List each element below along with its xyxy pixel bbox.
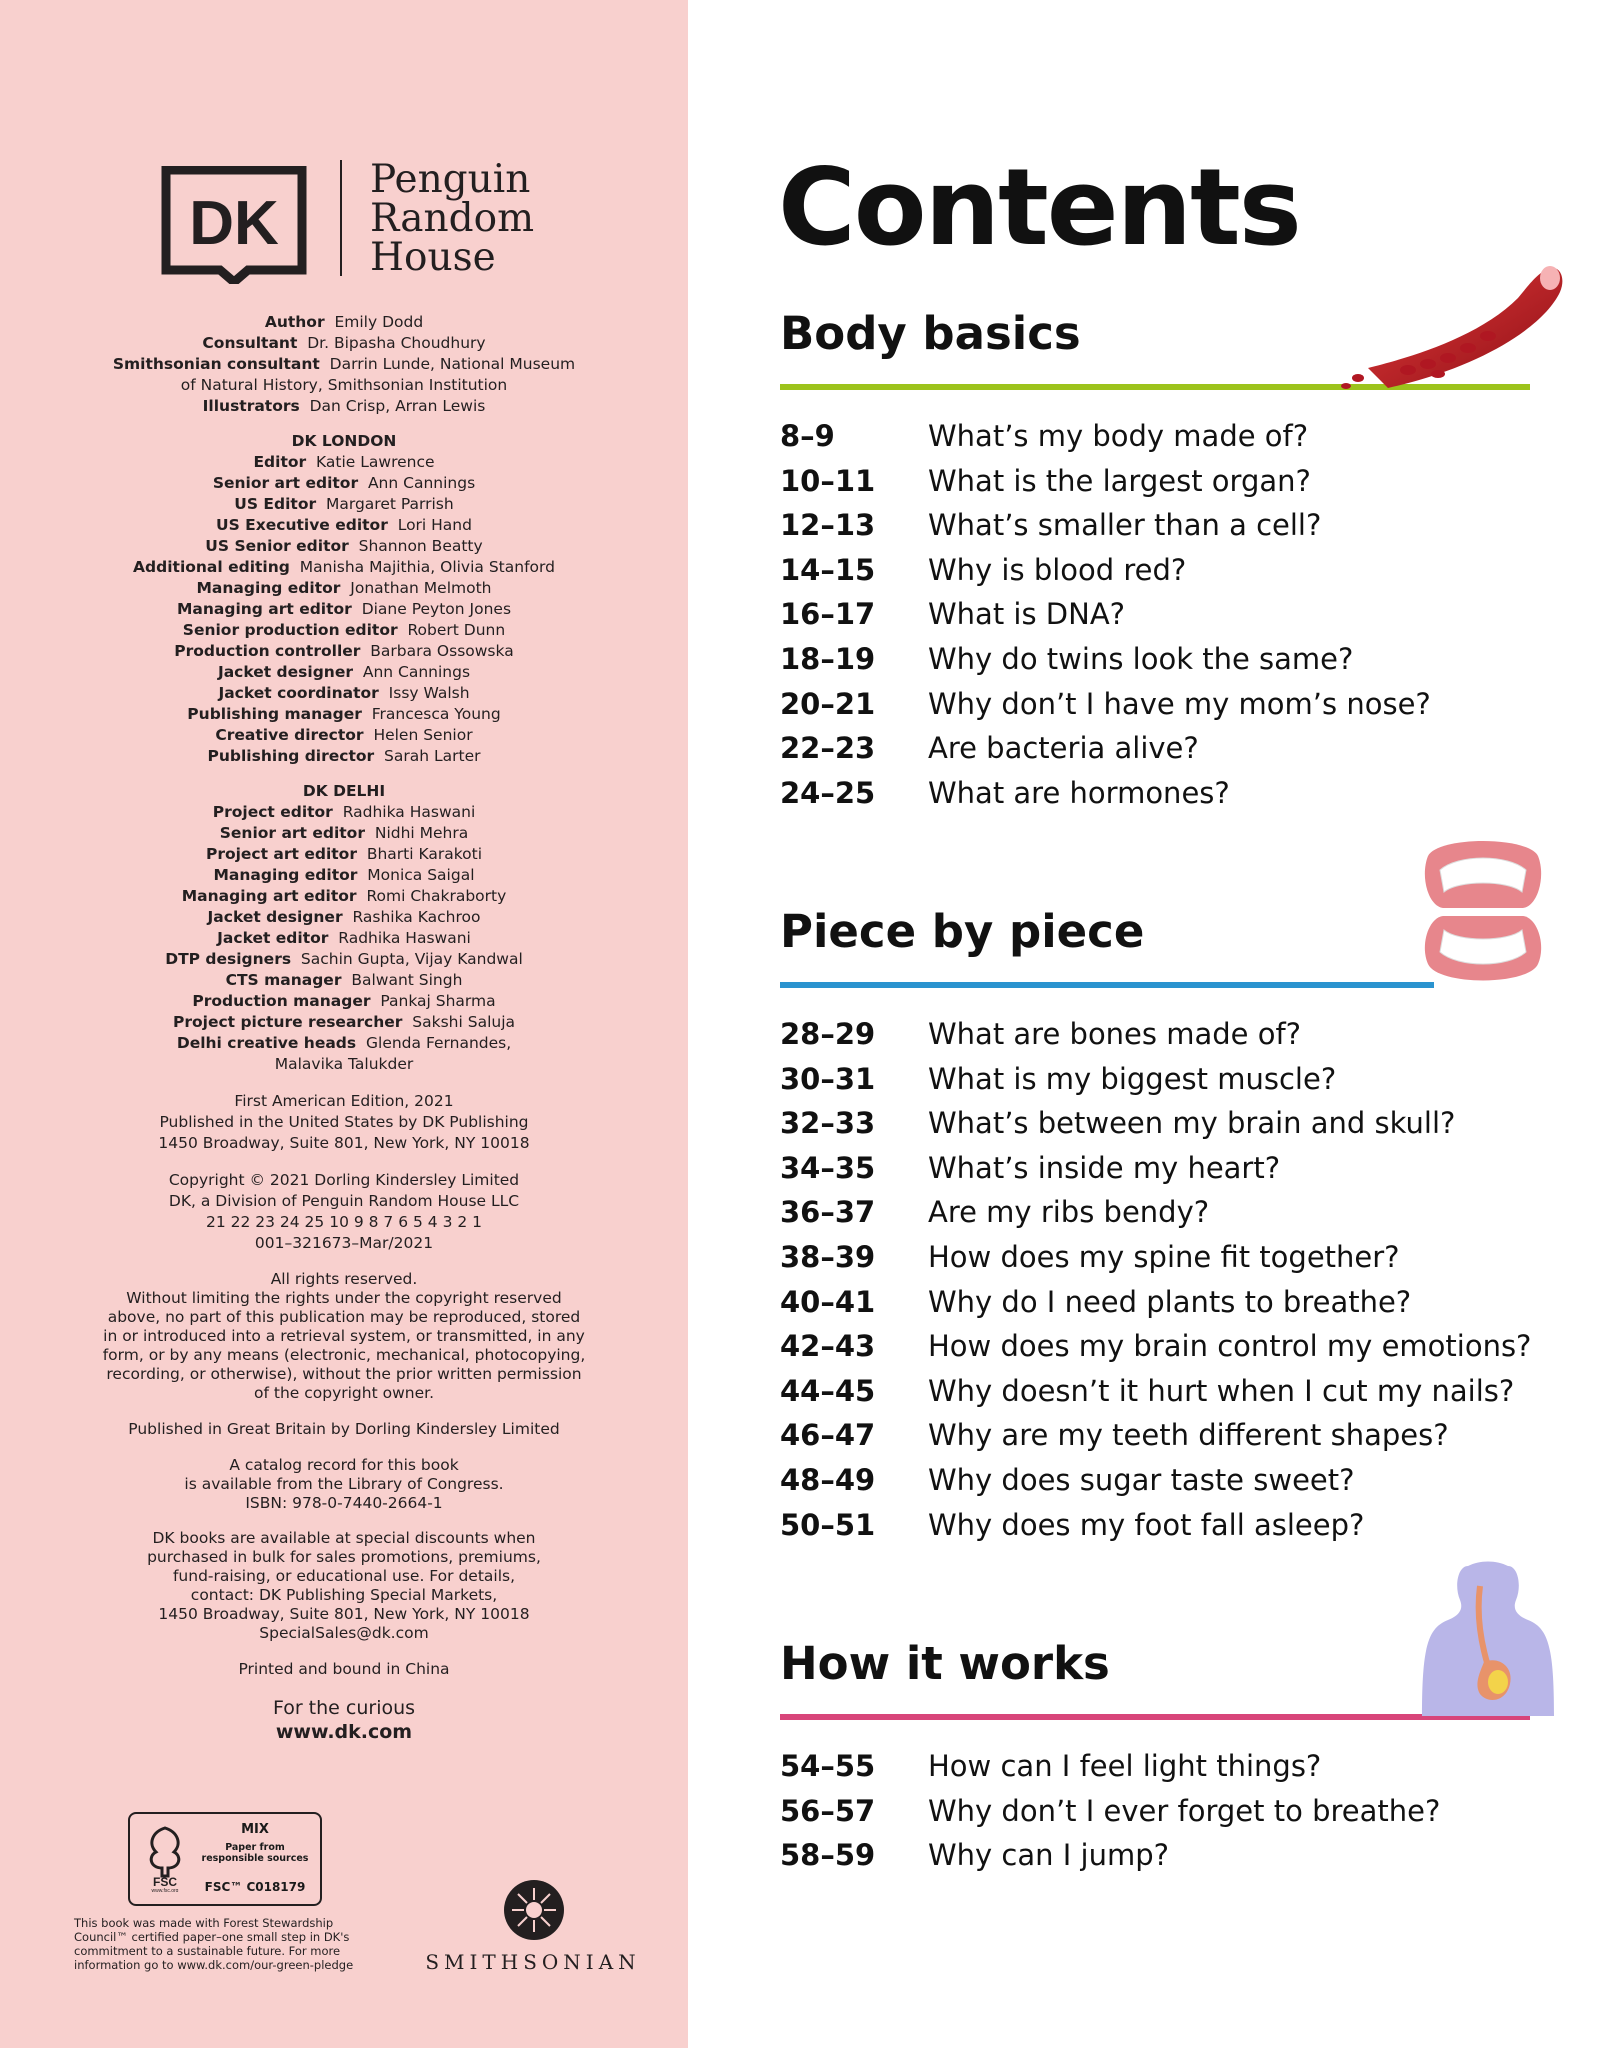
credit-row	[40, 599, 648, 620]
text-line: Copyright © 2021 Dorling Kindersley Limited	[168, 1171, 520, 1189]
credit-name: Helen Senior	[373, 726, 473, 744]
toc-page-range: 12–13	[780, 508, 876, 543]
credit-row	[40, 802, 648, 823]
credit-name: Monica Saigal	[367, 866, 475, 884]
text-line: SpecialSales@dk.com	[259, 1624, 429, 1642]
credit-row	[40, 1054, 648, 1075]
text-line: purchased in bulk for sales promotions, premiums,	[147, 1548, 541, 1566]
credit-name: Emily Dodd	[334, 313, 424, 331]
credit-name: Katie Lawrence	[316, 453, 435, 471]
credit-role: Production manager	[192, 992, 371, 1010]
fsc-source-text	[200, 1842, 310, 1864]
fsc-note	[74, 1916, 374, 1972]
credit-role: Managing editor	[213, 866, 358, 884]
credit-name: Sakshi Saluja	[412, 1013, 516, 1031]
toc-page-range: 42–43	[780, 1329, 876, 1364]
toc-entry-title: What are bones made of?	[928, 1017, 1302, 1051]
credit-name: Nidhi Mehra	[374, 824, 469, 842]
toc-page-range: 48–49	[780, 1462, 876, 1497]
credit-role: US Senior editor	[205, 537, 349, 555]
toc-entry-title: What’s my body made of?	[928, 419, 1309, 453]
credit-name: Rashika Kachroo	[352, 908, 481, 926]
text-line: contact: DK Publishing Special Markets,	[190, 1586, 498, 1604]
dk-london-heading: DK LONDON	[291, 432, 397, 450]
credit-role: Additional editing	[133, 558, 290, 576]
credit-name: Dan Crisp, Arran Lewis	[309, 397, 486, 415]
text-line: 21 22 23 24 25 10 9 8 7 6 5 4 3 2 1	[205, 1213, 483, 1231]
credit-role: Senior art editor	[219, 824, 365, 842]
penguin-random-house-wordmark	[370, 157, 535, 280]
credit-row	[40, 970, 648, 991]
smithsonian-sun-icon	[502, 1878, 566, 1942]
credit-name: Balwant Singh	[351, 971, 463, 989]
fsc-badge	[128, 1812, 322, 1906]
catalog-record	[40, 1456, 648, 1513]
credit-role: Managing art editor	[181, 887, 357, 905]
text-line: A catalog record for this book	[229, 1456, 459, 1474]
credit-name: Bharti Karakoti	[366, 845, 483, 863]
tagline-block	[40, 1696, 648, 1744]
gb-publisher-line: Published in Great Britain by Dorling Kindersley Limited	[128, 1420, 560, 1438]
credit-role: Consultant	[202, 334, 298, 352]
toc-entry	[780, 1190, 1560, 1235]
credit-name: Shannon Beatty	[358, 537, 483, 555]
toc-entry-title: What is DNA?	[928, 597, 1126, 632]
credit-name: Ann Cannings	[362, 663, 471, 681]
credit-role: Jacket editor	[217, 929, 329, 947]
section-title-how-it-works: How it works	[780, 1637, 1110, 1690]
text-line: Council™ certified paper–one small step in DK's	[74, 1930, 350, 1944]
credit-role: Author	[264, 313, 325, 331]
toc-list-body-basics	[780, 414, 1560, 815]
credits-block	[40, 312, 648, 1744]
fsc-code: FSC™ C018179	[204, 1880, 306, 1894]
digestive-system-illustration	[1418, 1556, 1558, 1716]
page-title: Contents	[778, 146, 1300, 269]
fsc-mix-label: MIX	[241, 1822, 269, 1837]
text-line: fund-raising, or educational use. For details,	[172, 1567, 516, 1585]
smithsonian-wordmark: SMITHSONIAN	[425, 1950, 641, 1974]
text-line: All rights reserved.	[270, 1270, 418, 1288]
credit-name: Sarah Larter	[384, 747, 481, 765]
credit-row	[40, 991, 648, 1012]
credit-row	[40, 536, 648, 557]
copyright-info	[40, 1170, 648, 1254]
text-line: ISBN: 978-0-7440-2664-1	[245, 1494, 443, 1512]
credit-name: Manisha Majithia, Olivia Stanford	[299, 558, 555, 576]
text-line: of the copyright owner.	[254, 1384, 434, 1402]
text-line: DK, a Division of Penguin Random House LLC	[168, 1192, 520, 1210]
dk-book-icon	[160, 166, 308, 284]
text-line: information go to www.dk.com/our-green-pledge	[74, 1958, 354, 1972]
toc-entry	[780, 1789, 1560, 1834]
text-line: commitment to a sustainable future. For more	[74, 1944, 341, 1958]
toc-page-range: 32–33	[780, 1106, 876, 1141]
credit-role: Creative director	[215, 726, 364, 744]
toc-page-range: 24–25	[780, 775, 876, 810]
credit-role: Publishing manager	[187, 705, 362, 723]
blood-vessel-illustration	[1328, 258, 1568, 398]
credit-row	[40, 333, 648, 354]
credit-row	[40, 823, 648, 844]
toc-page-range: 18–19	[780, 641, 876, 676]
fsc-source-line: Paper from	[225, 1842, 285, 1853]
toc-page-range: 22–23	[780, 731, 876, 766]
text-line: This book was made with Forest Stewardship	[74, 1916, 334, 1930]
text-line: DK books are available at special discounts when	[152, 1529, 536, 1547]
credit-role: Jacket designer	[217, 663, 353, 681]
text-line: 1450 Broadway, Suite 801, New York, NY 10018	[158, 1605, 530, 1623]
toc-entry	[780, 1744, 1560, 1789]
toc-entry-title: What’s between my brain and skull?	[928, 1106, 1456, 1141]
toc-entry	[780, 1012, 1560, 1057]
text-line: above, no part of this publication may be reproduced, stored	[107, 1308, 581, 1326]
credit-row	[40, 452, 648, 473]
toc-entry-title: Are my ribs bendy?	[928, 1195, 1210, 1230]
credit-row	[40, 641, 648, 662]
toc-page-range: 10–11	[780, 463, 876, 498]
credit-row	[40, 746, 648, 767]
credit-role: Managing art editor	[176, 600, 352, 618]
credit-name: Romi Chakraborty	[366, 887, 507, 905]
toc-entry	[780, 592, 1560, 637]
toc-page-range: 44–45	[780, 1373, 876, 1408]
toc-entry-title: What is my biggest muscle?	[928, 1061, 1337, 1096]
credit-name: Barbara Ossowska	[370, 642, 514, 660]
credit-row	[40, 312, 648, 333]
credit-name: Francesca Young	[371, 705, 501, 723]
credit-name: Sachin Gupta, Vijay Kandwal	[300, 950, 523, 968]
credit-role: Smithsonian consultant	[112, 355, 320, 373]
credit-role: US Executive editor	[216, 516, 388, 534]
text-line: is available from the Library of Congress.	[184, 1475, 504, 1493]
edition-info	[40, 1091, 648, 1154]
credit-role: Senior art editor	[212, 474, 359, 492]
credit-row	[40, 473, 648, 494]
toc-page-range: 56–57	[780, 1793, 876, 1828]
credit-name: Jonathan Melmoth	[350, 579, 492, 597]
credit-name: Ann Cannings	[367, 474, 476, 492]
toc-entry	[780, 1146, 1560, 1191]
credit-role: Illustrators	[202, 397, 300, 415]
credit-role: CTS manager	[225, 971, 342, 989]
credit-name: Margaret Parrish	[326, 495, 454, 513]
toc-entry-title: How does my spine fit together?	[928, 1239, 1400, 1274]
toc-entry-title: What is the largest organ?	[928, 463, 1311, 498]
text-line: 1450 Broadway, Suite 801, New York, NY 10018	[158, 1134, 530, 1152]
credits-dk-london	[40, 452, 648, 767]
toc-page-range: 28–29	[780, 1017, 876, 1051]
text-line: form, or by any means (electronic, mechanical, photocopying,	[102, 1346, 586, 1364]
teeth-illustration	[1418, 836, 1548, 986]
toc-entry-title: Why doesn’t it hurt when I cut my nails?	[928, 1373, 1515, 1408]
credit-role: Jacket designer	[207, 908, 343, 926]
toc-page-range: 38–39	[780, 1239, 876, 1274]
website: www.dk.com	[275, 1721, 413, 1743]
toc-entry	[780, 1369, 1560, 1414]
credit-row	[40, 494, 648, 515]
toc-entry	[780, 1235, 1560, 1280]
toc-page-range: 20–21	[780, 686, 876, 721]
toc-page-range: 34–35	[780, 1150, 876, 1185]
credit-row	[40, 578, 648, 599]
toc-entry-title: How can I feel light things?	[928, 1749, 1322, 1783]
toc-entry	[780, 637, 1560, 682]
text-line: Without limiting the rights under the copyright reserved	[126, 1289, 562, 1307]
toc-entry	[780, 1503, 1560, 1548]
credits-dk-delhi	[40, 802, 648, 1075]
credit-row	[40, 557, 648, 578]
toc-entry-title: Why does sugar taste sweet?	[928, 1462, 1355, 1497]
printed-in-line: Printed and bound in China	[238, 1660, 450, 1678]
toc-entry	[780, 726, 1560, 771]
toc-page-range: 8–9	[780, 419, 835, 453]
credit-row	[40, 725, 648, 746]
credit-role: DTP designers	[165, 950, 292, 968]
text-line: 001–321673–Mar/2021	[254, 1234, 434, 1252]
credit-role: Project art editor	[205, 845, 357, 863]
credit-role: Senior production editor	[182, 621, 398, 639]
credit-name: Darrin Lunde, National Museum	[329, 355, 576, 373]
text-line: First American Edition, 2021	[234, 1092, 454, 1110]
credit-name: Pankaj Sharma	[380, 992, 496, 1010]
credit-row	[40, 515, 648, 536]
prh-line: Penguin	[370, 157, 531, 202]
credit-role: Managing editor	[196, 579, 341, 597]
credits-top	[40, 312, 648, 417]
toc-entry	[780, 503, 1560, 548]
toc-entry-title: What’s smaller than a cell?	[928, 508, 1322, 543]
credit-name: Radhika Haswani	[342, 803, 476, 821]
toc-entry-title: Why do twins look the same?	[928, 641, 1354, 676]
credit-row	[40, 662, 648, 683]
credit-name: Dr. Bipasha Choudhury	[307, 334, 486, 352]
toc-entry-title: Are bacteria alive?	[928, 731, 1199, 766]
credit-name: Radhika Haswani	[338, 929, 471, 947]
toc-entry	[780, 771, 1560, 816]
credit-row	[40, 1012, 648, 1033]
toc-list-how-it-works	[780, 1744, 1560, 1878]
credit-row	[40, 928, 648, 949]
toc-page-range: 14–15	[780, 552, 876, 587]
rights-statement	[40, 1270, 648, 1403]
toc-page-range: 30–31	[780, 1061, 876, 1096]
toc-entry	[780, 459, 1560, 504]
toc-entry-title: Why don’t I have my mom’s nose?	[928, 686, 1431, 721]
credit-role: Delhi creative heads	[176, 1034, 357, 1052]
toc-entry-title: Why does my foot fall asleep?	[928, 1507, 1365, 1542]
right-page	[688, 0, 1602, 2048]
toc-entry-title: Why are my teeth different shapes?	[928, 1418, 1449, 1453]
credit-name: Robert Dunn	[407, 621, 506, 639]
credit-row	[40, 907, 648, 928]
credit-row	[40, 683, 648, 704]
toc-page-range: 16–17	[780, 597, 876, 632]
publisher-logo	[160, 157, 560, 290]
toc-entry-title: How does my brain control my emotions?	[928, 1329, 1532, 1364]
credit-role: Editor	[253, 453, 307, 471]
toc-entry-title: Why do I need plants to breathe?	[928, 1284, 1412, 1319]
dk-logo-text: DK	[189, 189, 279, 258]
toc-entry-title: Why can I jump?	[928, 1838, 1170, 1873]
prh-line: Random	[370, 196, 535, 241]
toc-page-range: 40–41	[780, 1284, 876, 1319]
special-sales	[40, 1529, 648, 1643]
credit-name: Diane Peyton Jones	[361, 600, 512, 618]
credit-name: of Natural History, Smithsonian Institution	[180, 376, 508, 394]
credit-row	[40, 844, 648, 865]
credit-name: Issy Walsh	[388, 684, 470, 702]
section-rule-piece-by-piece	[780, 982, 1434, 988]
credit-role: Jacket coordinator	[218, 684, 379, 702]
prh-line: House	[370, 235, 496, 280]
credit-row	[40, 375, 648, 396]
toc-entry	[780, 1280, 1560, 1325]
toc-page-range: 54–55	[780, 1749, 876, 1783]
credit-row	[40, 704, 648, 725]
credit-row	[40, 1033, 648, 1054]
credit-role: Project picture researcher	[172, 1013, 403, 1031]
toc-entry	[780, 1057, 1560, 1102]
credit-role: Project editor	[212, 803, 333, 821]
credit-row	[40, 865, 648, 886]
section-title-body-basics: Body basics	[780, 307, 1081, 360]
toc-entry	[780, 1413, 1560, 1458]
toc-entry	[780, 1101, 1560, 1146]
text-line: in or introduced into a retrieval system, or transmitted, in any	[103, 1327, 585, 1345]
logo-divider	[340, 160, 342, 276]
toc-entry-title: Why is blood red?	[928, 552, 1187, 587]
credit-row	[40, 620, 648, 641]
left-page	[0, 0, 688, 2048]
toc-entry	[780, 414, 1560, 459]
toc-page-range: 36–37	[780, 1195, 876, 1230]
toc-page-range: 50–51	[780, 1507, 876, 1542]
toc-page-range: 58–59	[780, 1838, 876, 1873]
dk-delhi-heading: DK DELHI	[302, 782, 386, 800]
fsc-tree-label: FSC	[153, 1875, 177, 1889]
credit-name: Lori Hand	[397, 516, 472, 534]
toc-list-piece-by-piece	[780, 1012, 1560, 1547]
toc-entry	[780, 682, 1560, 727]
credit-row	[40, 949, 648, 970]
credit-role: Publishing director	[207, 747, 375, 765]
credit-name: Glenda Fernandes,	[366, 1034, 512, 1052]
credit-row	[40, 396, 648, 417]
text-line: recording, or otherwise), without the prior written permission	[106, 1365, 582, 1383]
fsc-tree-icon	[140, 1822, 190, 1892]
toc-entry	[780, 1324, 1560, 1369]
toc-entry	[780, 1833, 1560, 1878]
fsc-source-line: responsible sources	[201, 1853, 309, 1864]
toc-entry	[780, 548, 1560, 593]
toc-page-range: 46–47	[780, 1418, 876, 1453]
fsc-url: www.fsc.org	[151, 1888, 179, 1892]
credit-row	[40, 354, 648, 375]
tagline: For the curious	[272, 1697, 416, 1719]
credit-name: Malavika Talukder	[274, 1055, 414, 1073]
toc-entry-title: What’s inside my heart?	[928, 1150, 1281, 1185]
toc-entry-title: Why don’t I ever forget to breathe?	[928, 1793, 1441, 1828]
text-line: Published in the United States by DK Publishing	[159, 1113, 529, 1131]
toc-entry	[780, 1458, 1560, 1503]
section-title-piece-by-piece: Piece by piece	[780, 905, 1145, 958]
credit-row	[40, 886, 648, 907]
credit-role: US Editor	[234, 495, 317, 513]
toc-entry-title: What are hormones?	[928, 775, 1230, 810]
credit-role: Production controller	[174, 642, 361, 660]
